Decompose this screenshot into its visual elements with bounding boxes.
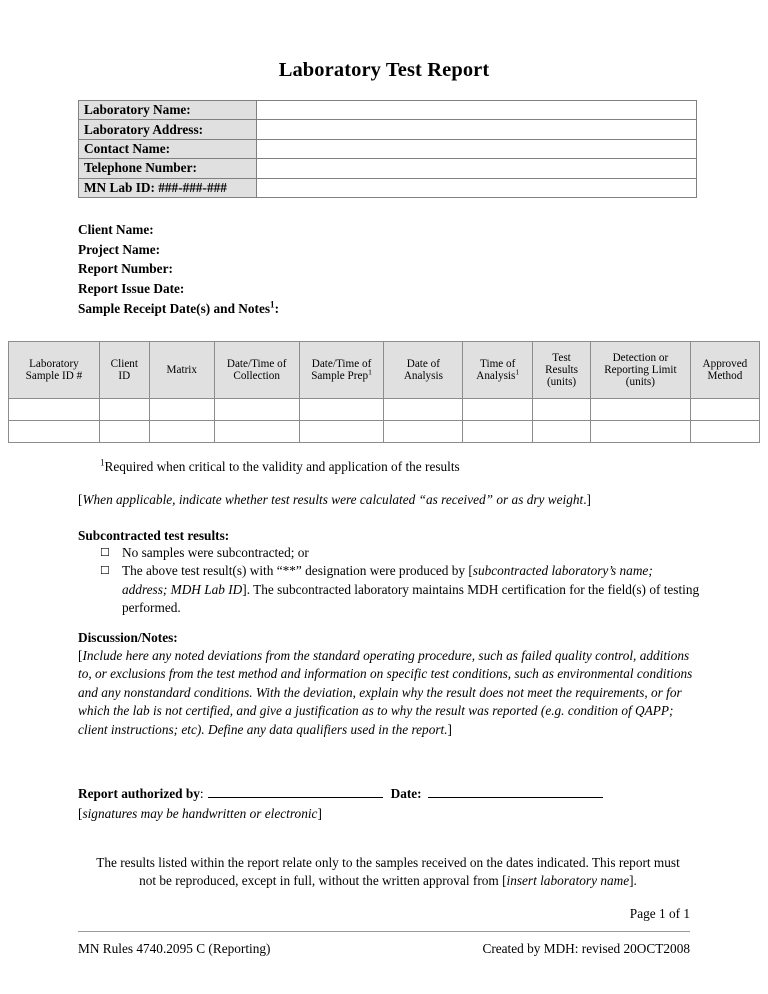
table-row (79, 120, 697, 139)
table-row (79, 101, 697, 120)
header-line2: ID (118, 370, 131, 382)
lab-name-label: Laboratory Name: (79, 101, 257, 120)
discussion-italic-text: Include here any noted deviations from the standard operating procedure, such as failed quality control, additions to, or exclusions from the test method and information on specific test conditions, such as environmental conditions and any nonstandard conditions. With the deviation, explain why the result does not meet the requirements, or for which the lab is not certified, and give a justification as to why the result was reported (e.g. condition of QAPP; client instructions; etc). Define any data qualifiers used in the report. (78, 648, 693, 737)
checkbox-icon[interactable]: ☐ (100, 547, 110, 559)
header-line1: Time of (480, 357, 516, 370)
header-line1: Approved (702, 357, 748, 370)
column-header-datetime-collection (214, 342, 299, 399)
list-item[interactable] (100, 562, 700, 617)
cell-date-analysis[interactable] (384, 421, 463, 443)
header-line3: (units) (625, 376, 655, 389)
footnote-marker: 1 (100, 457, 105, 468)
table-row (9, 421, 760, 443)
page-number: Page 1 of 1 (629, 906, 690, 921)
client-name-label: Client Name: (78, 222, 154, 237)
header-line2: Sample ID # (25, 370, 83, 382)
telephone-number-label: Telephone Number: (79, 159, 257, 178)
column-header-laboratory-sample-id (9, 342, 100, 399)
header-line1: Test (552, 351, 571, 364)
column-header-date-analysis (384, 342, 463, 399)
bracket-open: [ (78, 492, 83, 507)
report-issue-date-label: Report Issue Date: (78, 281, 185, 297)
bracket-close: ] (317, 806, 322, 821)
bracket-open: [ (78, 806, 83, 821)
report-number-label: Report Number: (78, 261, 173, 277)
header-line1: Date/Time of (226, 357, 287, 370)
sample-receipt-colon: : (274, 300, 279, 316)
footer-left-text: MN Rules 4740.2095 C (Reporting) (78, 941, 271, 956)
lab-address-value[interactable] (257, 120, 697, 139)
discussion-heading: Discussion/Notes: (78, 630, 178, 645)
signature-note-italic: signatures may be handwritten or electronic (82, 806, 318, 821)
header-line1: Detection or (612, 351, 669, 364)
cell-detection-reporting-limit[interactable] (590, 421, 690, 443)
column-header-detection-reporting-limit (590, 342, 690, 399)
signature-line[interactable] (208, 786, 383, 798)
sample-receipt-text: Sample Receipt Date(s) and Notes (78, 300, 271, 316)
disclaimer-part2: ]. (629, 873, 637, 889)
header-line2: Analysis (476, 370, 516, 382)
cell-datetime-sample-prep[interactable] (299, 421, 384, 443)
as-received-italic-text: When applicable, indicate whether test results were calculated “as received” or as dry weight (82, 492, 584, 507)
cell-datetime-collection[interactable] (214, 421, 299, 443)
lab-address-label: Laboratory Address: (79, 120, 257, 139)
page-title: Laboratory Test Report (278, 59, 490, 81)
client-info-block (78, 220, 279, 319)
cell-detection-reporting-limit[interactable] (590, 399, 690, 421)
discussion-body[interactable] (78, 647, 694, 739)
header-line1: Matrix (166, 363, 197, 376)
footnote-text: Required when critical to the validity and application of the results (104, 459, 460, 474)
signature-note (78, 806, 322, 822)
signature-row (78, 786, 698, 802)
cell-approved-method[interactable] (690, 399, 759, 421)
cell-laboratory-sample-id[interactable] (9, 421, 100, 443)
header-line2: Method (707, 370, 743, 382)
bracket-close: .] (583, 492, 591, 507)
header-line2: Reporting Limit (604, 363, 677, 376)
table-row (79, 178, 697, 197)
cell-matrix[interactable] (149, 421, 214, 443)
footer-divider (78, 931, 690, 932)
column-header-datetime-sample-prep (299, 342, 384, 399)
contact-name-value[interactable] (257, 139, 697, 158)
cell-laboratory-sample-id[interactable] (9, 399, 100, 421)
subcontracted-list (100, 544, 700, 617)
column-header-client-id (99, 342, 149, 399)
header-line2: Collection (233, 370, 280, 382)
header-line1: Date of (406, 357, 441, 370)
option-2-italic: subcontracted laboratory’s name; address; MDH Lab ID (122, 563, 653, 597)
subcontracted-option-1-text: No samples were subcontracted; or (122, 545, 309, 560)
as-received-note (78, 492, 591, 508)
header-line1: Client (110, 357, 138, 370)
bracket-open: [ (78, 648, 83, 663)
telephone-number-value[interactable] (257, 159, 697, 178)
cell-client-id[interactable] (99, 421, 149, 443)
report-authorized-by-label: Report authorized by (78, 786, 200, 801)
mn-lab-id-label: MN Lab ID: ###-###-### (79, 178, 257, 197)
mn-lab-id-value[interactable] (257, 178, 697, 197)
date-line[interactable] (428, 786, 603, 798)
table-row (79, 159, 697, 178)
footnote-marker: 1 (270, 299, 275, 310)
results-table (8, 341, 760, 443)
checkbox-icon[interactable]: ☐ (100, 565, 110, 578)
date-label: Date: (390, 786, 422, 801)
header-line2: Results (545, 363, 579, 376)
disclaimer-text (90, 854, 686, 891)
cell-datetime-collection[interactable] (214, 399, 299, 421)
column-header-approved-method (690, 342, 759, 399)
option-2-prefix: The above test result(s) with “**” designation were produced by [ (122, 563, 473, 579)
column-header-test-results (533, 342, 591, 399)
table-row (9, 399, 760, 421)
list-item[interactable] (100, 544, 700, 562)
cell-date-analysis[interactable] (384, 399, 463, 421)
cell-time-analysis[interactable] (463, 421, 533, 443)
sample-receipt-label (78, 299, 279, 319)
results-table-head (9, 342, 760, 399)
header-line2: Sample Prep (311, 370, 369, 382)
footnote-marker: 1 (515, 367, 520, 377)
header-line3: (units) (546, 376, 577, 389)
laboratory-info-body (79, 101, 697, 198)
project-name-label: Project Name: (78, 241, 161, 257)
laboratory-info-table (78, 100, 697, 198)
disclaimer-italic: insert laboratory name (506, 873, 630, 889)
disclaimer-part1: The results listed within the report relate only to the samples received on the dates indicated. This report must not be reproduced, except in full, without the written approval from [ (96, 855, 680, 889)
table-row (79, 139, 697, 158)
cell-test-results[interactable] (533, 421, 591, 443)
footnote-marker: 1 (368, 367, 372, 377)
cell-matrix[interactable] (149, 399, 214, 421)
subcontracted-option-2-text (122, 562, 700, 617)
header-line2: Analysis (403, 370, 443, 382)
footer-right-text: Created by MDH: revised 20OCT2008 (482, 941, 690, 956)
cell-client-id[interactable] (99, 399, 149, 421)
column-header-matrix (149, 342, 214, 399)
column-header-time-analysis (463, 342, 533, 399)
option-2-suffix: ]. The subcontracted laboratory maintains MDH certification for the field(s) of testing performed. (122, 581, 700, 615)
bracket-close: ] (447, 721, 452, 737)
authorized-colon: : (199, 786, 204, 801)
cell-time-analysis[interactable] (463, 399, 533, 421)
header-line1: Date/Time of (311, 357, 372, 370)
subcontracted-heading: Subcontracted test results: (78, 528, 230, 543)
results-table-body (9, 399, 760, 443)
header-line1: Laboratory (29, 357, 79, 370)
lab-name-value[interactable] (257, 101, 697, 120)
cell-approved-method[interactable] (690, 421, 759, 443)
contact-name-label: Contact Name: (79, 139, 257, 158)
cell-test-results[interactable] (533, 399, 591, 421)
results-header-row (9, 342, 760, 399)
cell-datetime-sample-prep[interactable] (299, 399, 384, 421)
table-footnote (100, 459, 460, 474)
